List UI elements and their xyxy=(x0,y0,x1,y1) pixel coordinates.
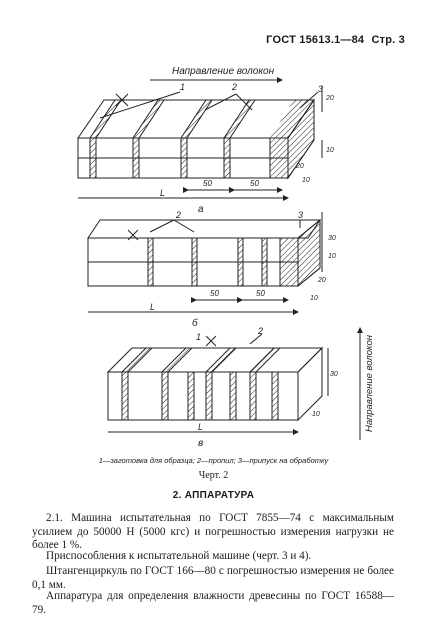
dim-l-c: L xyxy=(198,422,204,432)
label-part-2-c: 2 xyxy=(258,326,264,336)
saw-cuts-c xyxy=(122,348,280,420)
label-part-3-a: 3 xyxy=(318,84,324,94)
dim-l-a: L xyxy=(160,188,166,198)
paragraph-machine: 2.1. Машина испытательная по ГОСТ 7855—74 с максимальным усилием до 50000 Н (5000 кгс) и погрешностью измерения нагрузки не более 1 %. xyxy=(32,512,394,552)
dim-10b-a: 10 xyxy=(302,177,310,184)
dim-10-c: 10 xyxy=(312,411,320,418)
dim-20-a: 20 xyxy=(326,95,334,102)
panel-b xyxy=(88,212,322,312)
panel-c xyxy=(108,328,360,440)
page-number: Стр. 3 xyxy=(371,34,405,46)
panel-label-c: в xyxy=(198,438,204,449)
dim-20b-a: 20 xyxy=(296,163,304,170)
label-part-3-b: 3 xyxy=(298,210,304,220)
paragraph-caliper: Штангенциркуль по ГОСТ 166—80 с погрешностью измерения не более 0,1 мм. xyxy=(32,565,394,591)
panel-a xyxy=(78,66,322,198)
dim-50b-b: 50 xyxy=(256,289,265,298)
dim-l-b: L xyxy=(150,302,156,312)
paragraph-moisture: Аппаратура для определения влажности древесины по ГОСТ 16588—79. xyxy=(32,590,394,616)
dim-20-b: 20 xyxy=(318,277,326,284)
fiber-direction-label: Направление волокон xyxy=(172,66,275,77)
label-part-2-a: 2 xyxy=(232,82,238,92)
panel-label-a: а xyxy=(198,204,204,215)
figure-legend: 1—заготовка для образца; 2—пропил; 3—припуск на обработку xyxy=(98,456,329,465)
dim-50a-a: 50 xyxy=(203,179,212,188)
dim-10-a: 10 xyxy=(326,147,334,154)
panel-label-b: б xyxy=(192,318,198,329)
standard-number: ГОСТ 15613.1—84 xyxy=(266,34,365,46)
paragraph-fixtures: Приспособления к испытательной машине (черт. 3 и 4). xyxy=(46,550,312,562)
fiber-direction-label-vertical: Направление волокон xyxy=(364,334,375,432)
dim-10b-b: 10 xyxy=(310,295,318,302)
label-part-2-b: 2 xyxy=(176,210,182,220)
dim-50b-a: 50 xyxy=(250,179,259,188)
figure-caption: Черт. 2 xyxy=(198,470,229,481)
label-part-1-c: 1 xyxy=(196,332,202,342)
dim-30-c: 30 xyxy=(330,371,338,378)
section-title: 2. АППАРАТУРА xyxy=(172,490,255,501)
label-part-1-a: 1 xyxy=(180,82,186,92)
saw-cuts xyxy=(90,100,255,178)
dim-30-b: 30 xyxy=(328,235,336,242)
dim-10-b: 10 xyxy=(328,253,336,260)
dim-50a-b: 50 xyxy=(210,289,219,298)
